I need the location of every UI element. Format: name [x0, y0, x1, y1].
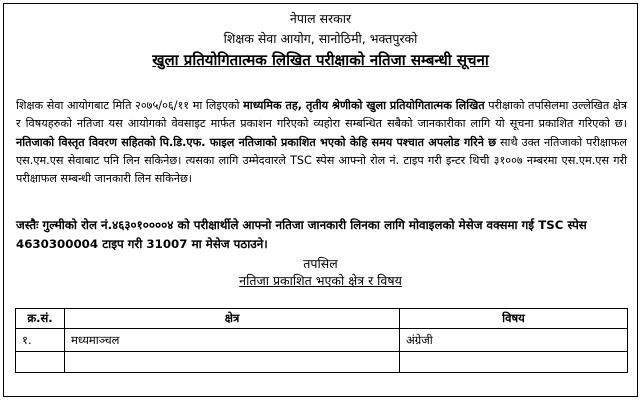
cell-empty — [16, 352, 65, 373]
header-serial: क्र.सं. — [16, 309, 65, 329]
header-region: क्षेत्र — [65, 309, 400, 329]
results-table — [15, 308, 628, 373]
notice-headline: खुला प्रतियोगितात्मक लिखित परीक्षाको नतिजा सम्बन्धी सूचना — [152, 51, 489, 69]
government-title: नेपाल सरकार — [289, 11, 352, 26]
body-text-mid: परीक्षाको तपसिलमा उल्लेखित क्षेत्र र विषयहरुको नतिजा यस आयोगको वेवसाइट मार्फत प्रकाशन गरिएको व्यहोरा सम्बन्धित सबैको जानकारीका लागि यो सूचना प्रकाशित गरिएको छ। — [16, 99, 627, 131]
table-row-empty — [16, 352, 628, 373]
header-subject: विषय — [400, 309, 628, 329]
table-row — [16, 329, 628, 352]
schedule-subheading: नतिजा प्रकाशित भएको क्षेत्र र विषय — [239, 273, 402, 288]
body-text-start: शिक्षक सेवा आयोगबाट मिति २०७५/०६/११ मा लिइएको — [16, 99, 244, 112]
cell-region: मध्यमाञ्चल — [65, 329, 400, 352]
commission-name: शिक्षक सेवा आयोग, सानोठिमी, भक्तपुरको — [223, 31, 418, 46]
body-bold-exam: माध्यमिक तह, तृतीय श्रेणीको खुला प्रतियोगितात्मक लिखित — [243, 99, 485, 112]
notice-body — [16, 97, 627, 188]
cell-empty — [65, 352, 400, 373]
cell-empty — [400, 352, 628, 373]
body-text-end: साथै उक्त नतिजाको परीक्षाफल एस.एम.एस सेवाबाट पनि लिन सकिनेछ। त्यसका लागि उम्मेदवारले TSC स्पेस आफ्नो रोल नं. टाइप गरी इन्टर थिची ३१००७ नम्बरमा एस.एम.एस गरी परीक्षाफल सम्बन्धी जानकारी लिन सकिनेछ। — [16, 135, 628, 186]
table-header-row — [16, 309, 628, 329]
cell-subject: अंग्रेजी — [400, 329, 628, 352]
schedule-label: तपसिल — [303, 256, 338, 271]
body-bold-pdf: नतिजाको विस्तृत विवरण सहितको पि.डि.एफ. फाइल नतिजाको प्रकाशित भएको केहि समय पश्चात अपलोड गरिने छ — [16, 135, 497, 149]
sms-example: जस्तैः गुल्मीको रोल नं.४६३०१००००४ को परीक्षार्थीले आफ्नो नतिजा जानकारी लिनका लागि मोवाइलको मेसेज वक्समा गई TSC स्पेस 4630300004 टाइप गरी 31007 मा मेसेज पठाउने। — [16, 218, 587, 251]
cell-serial: १. — [16, 329, 65, 352]
